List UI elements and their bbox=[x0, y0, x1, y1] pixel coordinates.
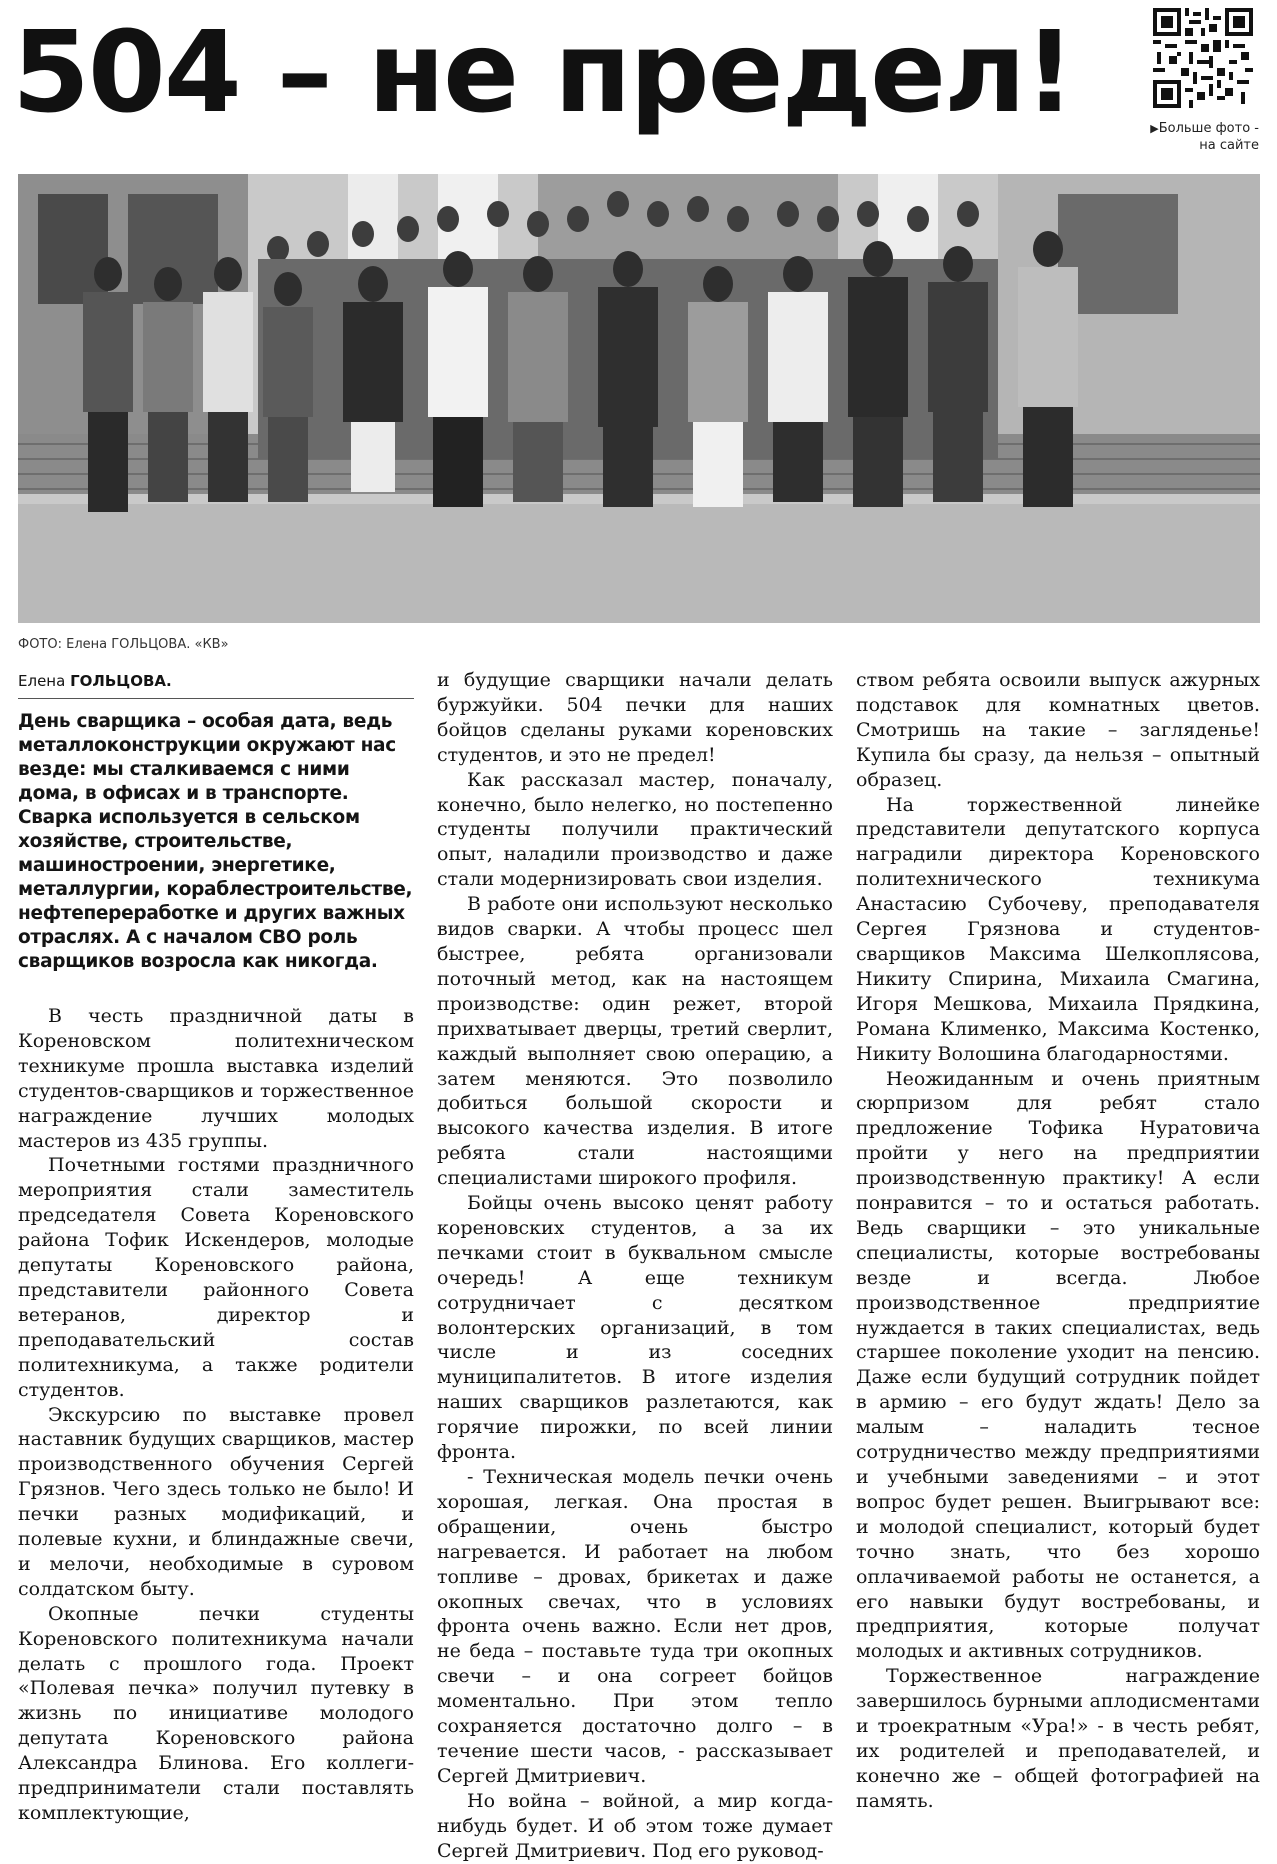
qr-code-icon[interactable] bbox=[1153, 8, 1253, 108]
paragraph: Неожиданным и очень приятным сюрпризом для ребят стало предложение Тофика Нуратовича пройти у него на предприятии производственную практику! А если понравится – то и остаться работать. Ведь сварщики – это уникальные специалисты, которые востребованы везде и всегда. Любое производственное предприятие нуждается в таких специалистах, ведь старшее поколение уходит на пенсию. Даже если будущий сотрудник пойдет в армию – его будут ждать! Дело за малым – наладить тесное сотрудничество между предприятиями и учебными заведениями – и этот вопрос будет решен. Выигрывают все: и молодой специалист, который будет точно знать, что без хорошо оплачиваемой работы не останется, а его навыки будут востребованы, и предприятия, которые получат молодых и активных сотрудников. bbox=[856, 1067, 1260, 1663]
photo-credit: ФОТО: Елена ГОЛЬЦОВА. «КВ» bbox=[18, 637, 229, 652]
paragraph: В работе они используют несколько видов сварки. А чтобы процесс шел быстрее, ребята организовали поточный метод, как на настоящем производстве: один режет, второй прихватывает дверцы, третий сверлит, каждый выполняет свою операцию, а затем меняются. Это позволило добиться большой скорости и высокого качества изделия. В итоге ребята стали настоящими специалистами широкого профиля. bbox=[437, 893, 833, 1190]
column-1 bbox=[18, 710, 414, 1826]
column-3 bbox=[856, 668, 1260, 1814]
paragraph: - Техническая модель печки очень хорошая, легкая. Она простая в обращении, очень быстро нагревается. И работает на любом топливе – дровах, брикетах и даже окопных свечах, что в условиях фронта очень важно. Если нет дров, не беда – поставьте туда три окопных свечи – и она согреет бойцов моментально. При этом тепло сохраняется достаточно долго – в течение шести часов, - рассказывает Сергей Дмитриевич. bbox=[437, 1466, 833, 1787]
paragraph: Бойцы очень высоко ценят работу кореновских студентов, а за их печками стоит в буквальном смысле очередь! А еще техникум сотрудничает с десятком волонтерских организаций, в том числе и из соседних муниципалитетов. В итоге изделия наших сварщиков разлетаются, как горячие пирожки, по всей линии фронта. bbox=[437, 1192, 833, 1464]
author-first-name: Елена bbox=[18, 672, 66, 690]
qr-caption-line1: Больше фото - bbox=[1158, 121, 1259, 136]
headline: 504 – не предел! bbox=[12, 8, 1074, 138]
paragraph: На торжественной линейке представители депутатского корпуса наградили директора Кореновского политехнического техникума Анастасию Субочеву, преподавателя Сергея Грязнова и студентов-сварщиков Максима Шелкоплясова, Никиту Спирина, Михаила Смагина, Игоря Мешкова, Михаила Прядкина, Романа Клименко, Максима Костенко, Никиту Волошина благодарностями. bbox=[856, 793, 1260, 1065]
paragraph: Экскурсию по выставке провел наставник будущих сварщиков, мастер производственного обучения Сергей Грязнов. Чего здесь только не было! И печки разных модификаций, и полевые кухни, и блиндажные свечи, и мелочи, необходимые в суровом солдатском быту. bbox=[18, 1403, 414, 1600]
qr-caption bbox=[1109, 120, 1259, 154]
paragraph: Окопные печки студенты Кореновского политехникума начали делать с прошлого года. Проект «Полевая печка» получил путевку в жизнь по инициативе молодого депутата Кореновского района Александра Блинова. Его коллеги-предприниматели стали поставлять комплектующие, bbox=[18, 1602, 414, 1824]
paragraph: ством ребята освоили выпуск ажурных подставок для комнатных цветов. Смотришь на такие – загляденье! Купила бы сразу, да нельзя – опытный образец. bbox=[856, 669, 1260, 791]
paragraph: Почетными гостями праздничного мероприятия стали заместитель председателя Совета Кореновского района Тофик Искендеров, молодые депутаты Кореновского района, представители районного Совета ветеранов, директор и преподавательский состав политехникума, а также родители студентов. bbox=[18, 1154, 414, 1401]
paragraph: Но война – войной, а мир когда-нибудь будет. И об этом тоже думает Сергей Дмитриевич. Под его руковод- bbox=[437, 1789, 833, 1862]
author-last-name: ГОЛЬЦОВА. bbox=[70, 672, 172, 690]
paragraph: В честь праздничной даты в Кореновском политехническом техникуме прошла выставка изделий студентов-сварщиков и торжественное награждение лучших молодых мастеров из 435 группы. bbox=[18, 1005, 414, 1152]
byline bbox=[18, 670, 414, 699]
paragraph: и будущие сварщики начали делать буржуйки. 504 печки для наших бойцов сделаны руками кореновских студентов, и это не предел! bbox=[437, 669, 833, 766]
triangle-right-icon: ▶ bbox=[1150, 122, 1159, 135]
column-2 bbox=[437, 668, 833, 1864]
paragraph: Как рассказал мастер, поначалу, конечно, было нелегко, но постепенно студенты получили практический опыт, наладили производство и даже стали модернизировать свои изделия. bbox=[437, 768, 833, 891]
lead-paragraph: День сварщика – особая дата, ведь металлоконструкции окружают нас везде: мы сталкиваемся с ними дома, в офисах и в транспорте. Сварка используется в сельском хозяйстве, строительстве, машиностроении, энергетике, металлургии, кораблестроительстве, нефтепереработке и других важных отраслях. А с началом СВО роль сварщиков возросла как никогда. bbox=[18, 711, 413, 972]
group-photo bbox=[18, 174, 1260, 623]
qr-caption-line2: на сайте bbox=[1199, 138, 1259, 153]
paragraph: Торжественное награждение завершилось бурными аплодисментами и троекратным «Ура!» - в честь ребят, их родителей и преподавателей, и конечно же – общей фотографией на память. bbox=[856, 1665, 1260, 1812]
